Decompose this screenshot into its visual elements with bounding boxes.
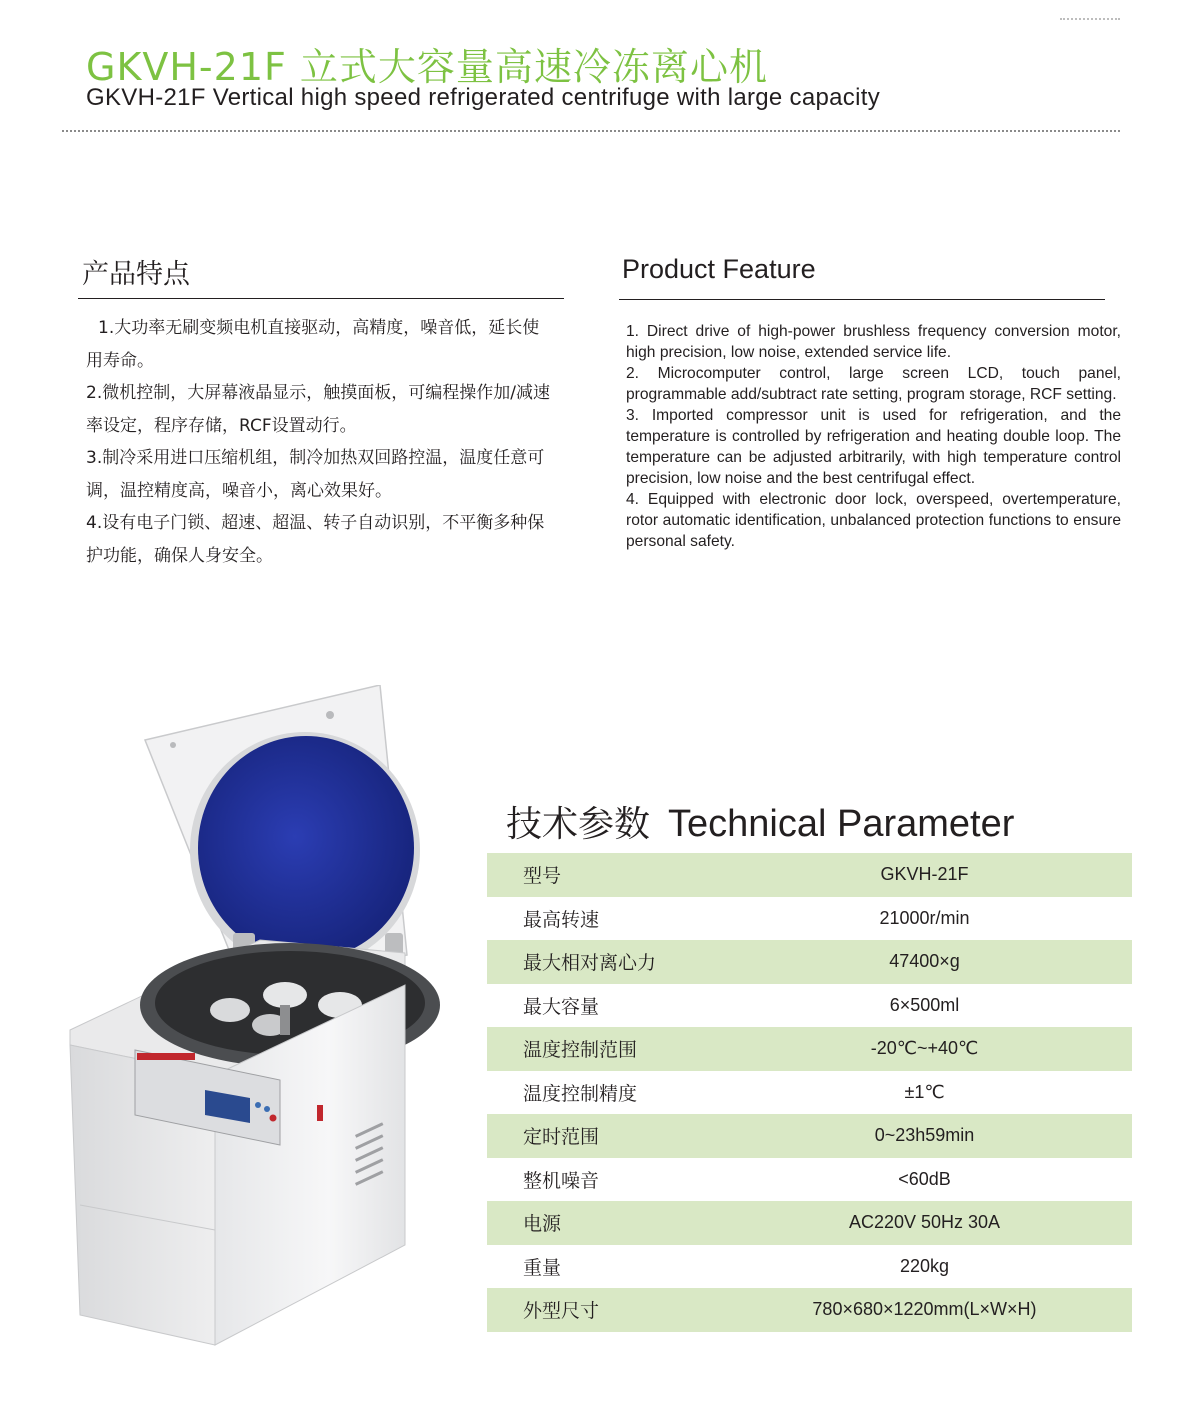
tech-heading-cn: 技术参数 — [506, 804, 651, 845]
tech-table — [487, 853, 1132, 1332]
table-row — [487, 984, 1132, 1028]
param-value: GKVH-21F — [747, 853, 1132, 897]
param-value: <60dB — [747, 1158, 1132, 1202]
table-row — [487, 1288, 1132, 1332]
features-cn-line: 1.大功率无刷变频电机直接驱动，高精度，噪音低，延长使 — [98, 318, 540, 338]
param-value: 21000r/min — [747, 897, 1132, 941]
centrifuge-illustration — [55, 685, 475, 1355]
param-key: 型号 — [487, 853, 747, 897]
features-cn-body — [86, 312, 564, 572]
param-value: 47400×g — [747, 940, 1132, 984]
param-value: 780×680×1220mm(L×W×H) — [747, 1288, 1132, 1332]
param-key: 外型尺寸 — [487, 1288, 747, 1332]
features-en-item: 4. Equipped with electronic door lock, overspeed, overtemperature, rotor automatic identification, unbalanced protection functions to ensure personal safety. — [626, 491, 1121, 550]
table-row — [487, 1114, 1132, 1158]
param-value: AC220V 50Hz 30A — [747, 1201, 1132, 1245]
param-key: 电源 — [487, 1201, 747, 1245]
param-value: 6×500ml — [747, 984, 1132, 1028]
features-cn-line: 3.制冷采用进口压缩机组，制冷加热双回路控温，温度任意可 — [86, 448, 545, 468]
features-en-item: 2. Microcomputer control, large screen LCD, touch panel, programmable add/subtract rate setting, program storage, RCF setting. — [626, 365, 1121, 403]
table-row — [487, 853, 1132, 897]
features-en-item: 1. Direct drive of high-power brushless frequency conversion motor, high precision, low noise, extended service life. — [626, 323, 1121, 361]
table-row — [487, 897, 1132, 941]
features-cn-line: 4.设有电子门锁、超速、超温、转子自动识别，不平衡多种保 — [86, 513, 545, 533]
tech-heading-en: Technical Parameter — [668, 803, 1015, 845]
features-cn-rule — [78, 298, 564, 299]
param-value: ±1℃ — [747, 1071, 1132, 1115]
table-row — [487, 1158, 1132, 1202]
top-dotted-accent — [1060, 18, 1120, 20]
features-cn-line: 率设定，程序存储，RCF设置动行。 — [86, 415, 357, 436]
features-en-heading: Product Feature — [622, 254, 816, 284]
features-cn-line: 用寿命。 — [86, 350, 154, 371]
table-row — [487, 1245, 1132, 1289]
features-cn-heading: 产品特点 — [82, 259, 190, 290]
page-title-en: GKVH-21F Vertical high speed refrigerated centrifuge with large capacity — [86, 84, 880, 111]
param-key: 整机噪音 — [487, 1158, 747, 1202]
param-key: 最高转速 — [487, 897, 747, 941]
features-cn-line: 护功能，确保人身安全。 — [86, 545, 273, 566]
table-row — [487, 1027, 1132, 1071]
features-en-rule — [619, 299, 1105, 300]
table-row — [487, 1071, 1132, 1115]
param-value: -20℃~+40℃ — [747, 1027, 1132, 1071]
table-row — [487, 1201, 1132, 1245]
features-en-body — [626, 321, 1121, 552]
features-cn-line: 调，温控精度高，噪音小，离心效果好。 — [86, 480, 392, 501]
param-value: 0~23h59min — [747, 1114, 1132, 1158]
features-cn-line: 2.微机控制，大屏幕液晶显示，触摸面板，可编程操作加/减速 — [86, 383, 550, 403]
param-value: 220kg — [747, 1245, 1132, 1289]
param-key: 温度控制精度 — [487, 1071, 747, 1115]
tech-heading — [506, 796, 1014, 847]
features-en-item: 3. Imported compressor unit is used for refrigeration, and the temperature is controlled by refrigeration and heating double loop. The temperature can be adjusted arbitrarily, with high temperature control precision, low noise and the best centrifugal effect. — [626, 407, 1121, 487]
param-key: 温度控制范围 — [487, 1027, 747, 1071]
param-key: 重量 — [487, 1245, 747, 1289]
header-divider — [62, 130, 1120, 132]
param-key: 最大相对离心力 — [487, 940, 747, 984]
table-row — [487, 940, 1132, 984]
param-key: 定时范围 — [487, 1114, 747, 1158]
param-key: 最大容量 — [487, 984, 747, 1028]
page-title-cn: GKVH-21F 立式大容量高速冷冻离心机 — [86, 45, 768, 89]
